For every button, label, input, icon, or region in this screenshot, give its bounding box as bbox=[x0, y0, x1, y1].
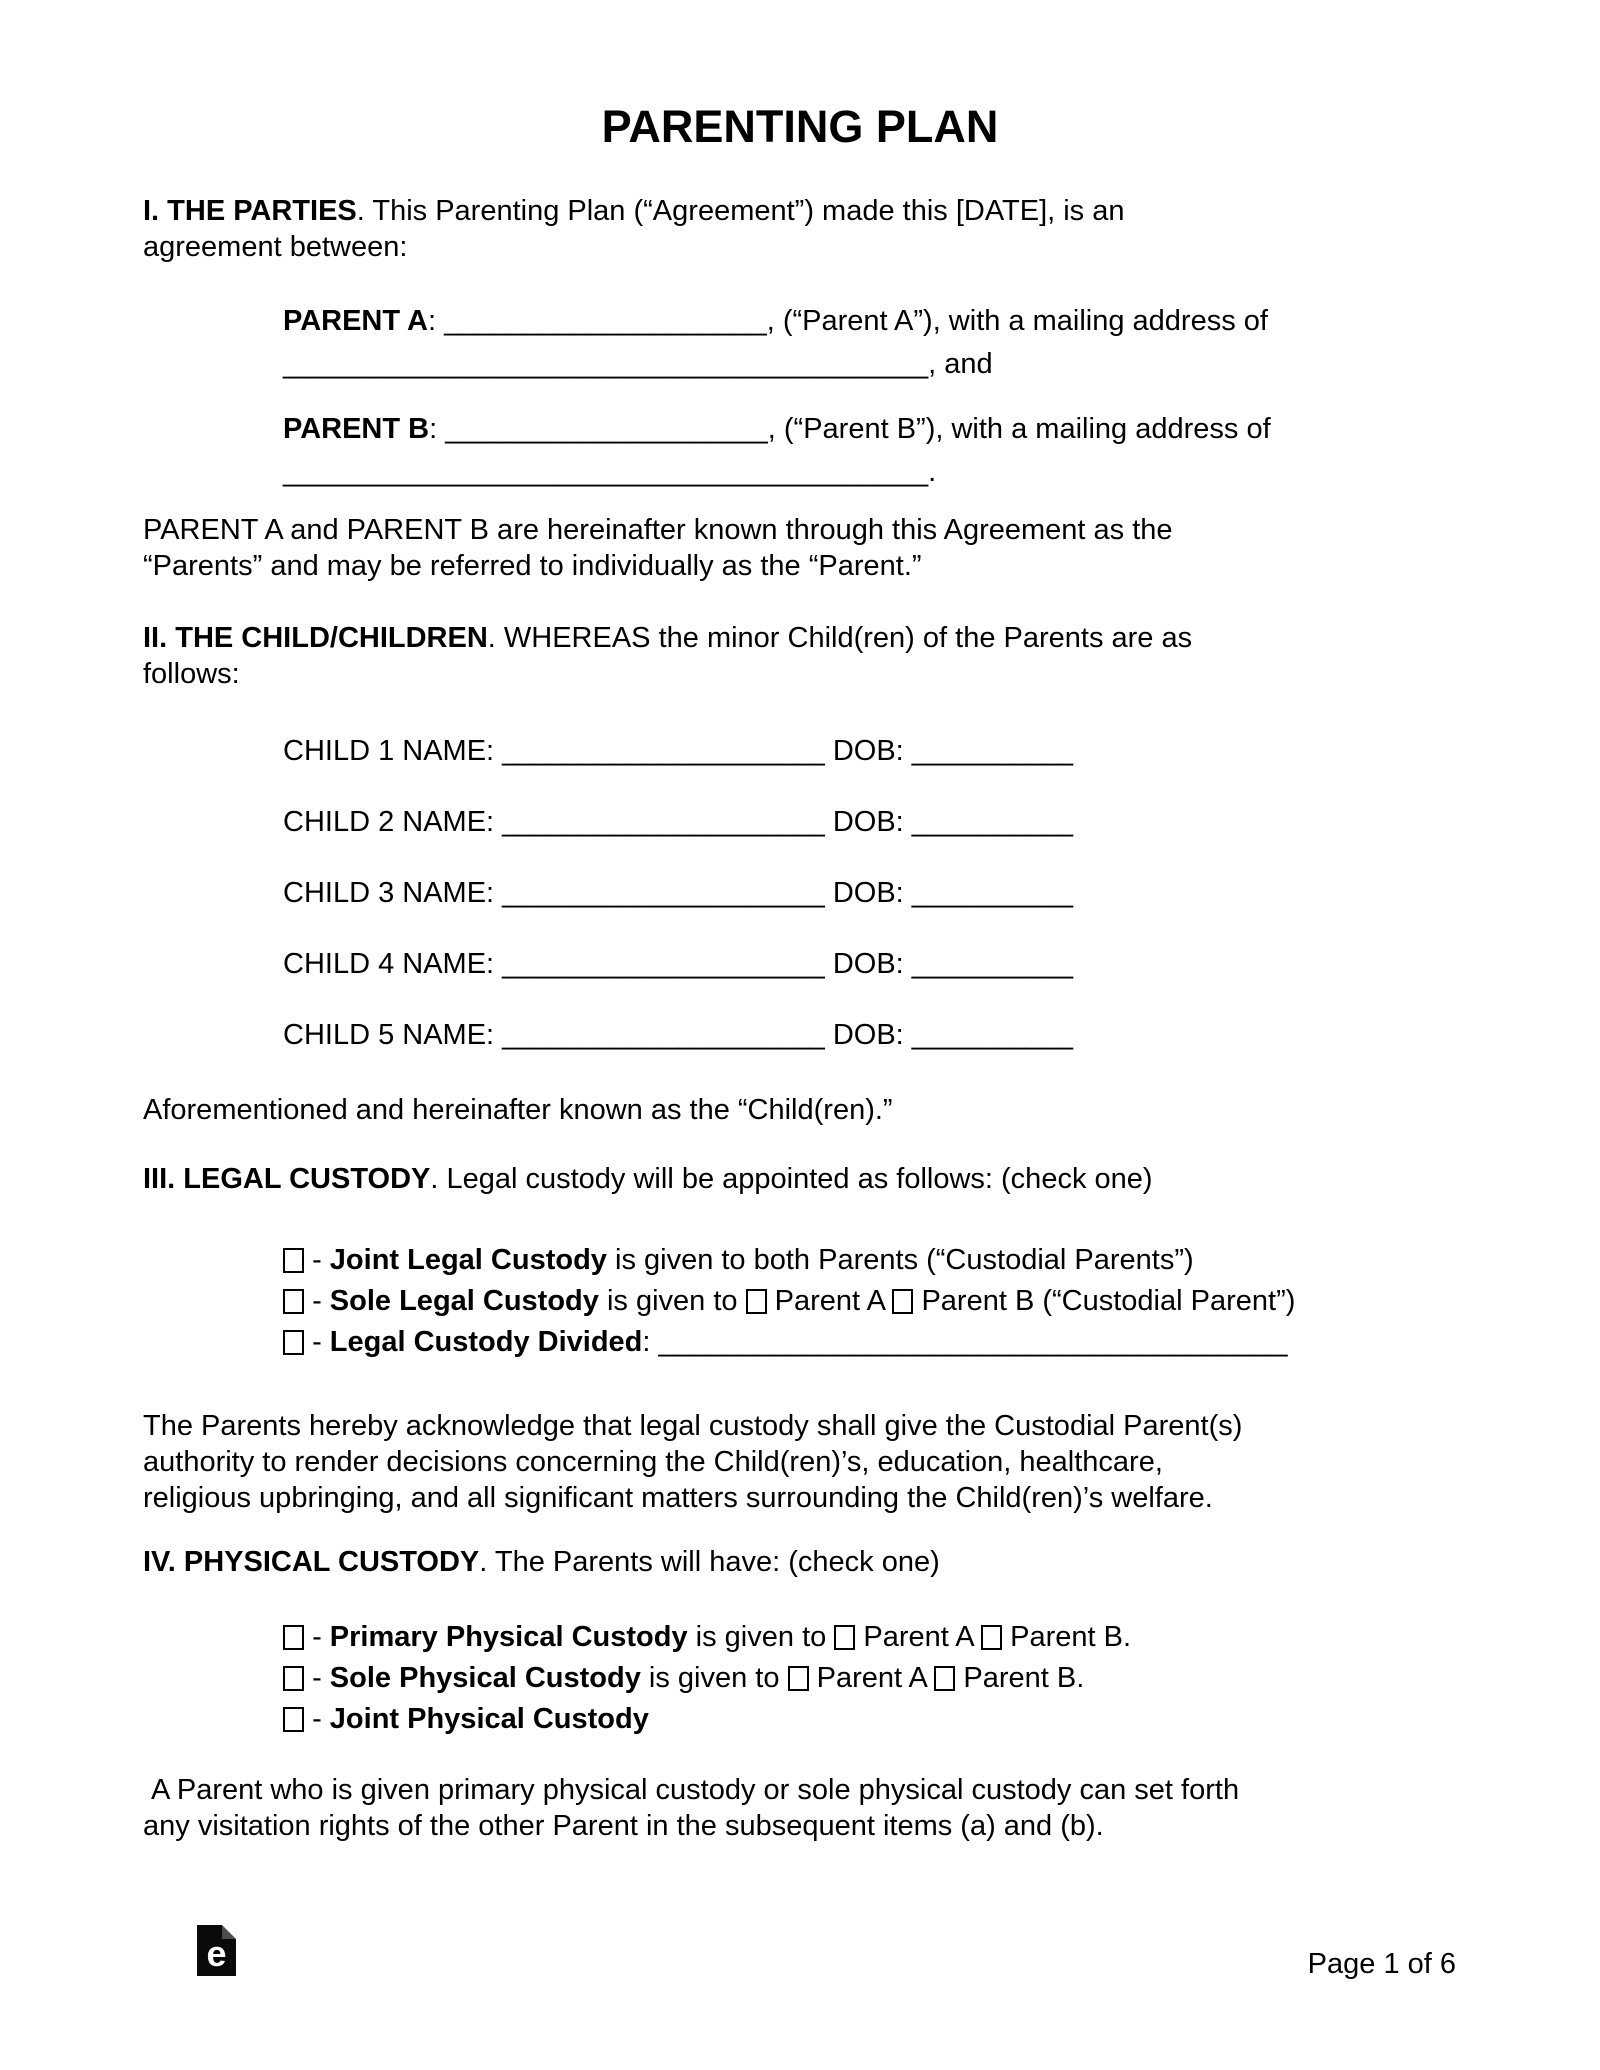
parent-a-name-blank: ____________________ bbox=[444, 305, 767, 337]
primary-physical-custody-label: Primary Physical Custody bbox=[329, 1621, 688, 1653]
parents-note-paragraph bbox=[143, 512, 1457, 584]
sole-legal-parent-a-checkbox[interactable] bbox=[746, 1289, 767, 1314]
sole-physical-parent-a-label: Parent A bbox=[816, 1662, 927, 1694]
physical-note-line1: A Parent who is given primary physical custody or sole physical custody can set forth bbox=[143, 1774, 1240, 1806]
joint-legal-custody-row bbox=[283, 1240, 1457, 1281]
sole-legal-custody-text: is given to bbox=[598, 1285, 738, 1317]
dash-separator: - bbox=[312, 1621, 322, 1653]
parent-a-block bbox=[143, 300, 1457, 386]
child-3-dob-label: DOB: bbox=[832, 877, 904, 909]
eforms-logo-letter: e bbox=[206, 1932, 227, 1974]
child-4-name-blank: ____________________ bbox=[502, 948, 825, 980]
child-2-name-blank: ____________________ bbox=[502, 806, 825, 838]
aforementioned-paragraph bbox=[143, 1092, 1457, 1128]
eforms-logo bbox=[197, 1925, 236, 1976]
child-4-row bbox=[283, 946, 1457, 982]
child-1-dob-blank: __________ bbox=[911, 735, 1074, 767]
parties-text: . This Parenting Plan (“Agreement”) made this [DATE], is an bbox=[356, 195, 1125, 227]
legal-note-line3: religious upbringing, and all significant matters surrounding the Child(ren)’s welfare. bbox=[143, 1482, 1213, 1514]
legal-note-line1: The Parents hereby acknowledge that legal custody shall give the Custodial Parent(s) bbox=[143, 1410, 1243, 1442]
legal-custody-heading: III. LEGAL CUSTODY bbox=[143, 1163, 431, 1195]
legal-custody-divided-checkbox[interactable] bbox=[283, 1330, 304, 1355]
parent-a-text: , (“Parent A”), with a mailing address of bbox=[766, 305, 1268, 337]
sole-physical-custody-row bbox=[283, 1658, 1457, 1699]
parents-note-line2: “Parents” and may be referred to individually as the “Parent.” bbox=[143, 550, 922, 582]
parent-a-colon: : bbox=[428, 305, 445, 337]
child-2-row bbox=[283, 804, 1457, 840]
sole-physical-parent-b-checkbox[interactable] bbox=[934, 1666, 955, 1691]
sole-legal-parent-b-checkbox[interactable] bbox=[892, 1289, 913, 1314]
child-5-dob-label: DOB: bbox=[832, 1019, 904, 1051]
child-1-label: CHILD 1 NAME: bbox=[283, 735, 495, 767]
children-heading: II. THE CHILD/CHILDREN bbox=[143, 622, 488, 654]
child-4-label: CHILD 4 NAME: bbox=[283, 948, 495, 980]
physical-custody-paragraph bbox=[143, 1544, 1457, 1580]
dash-separator: - bbox=[312, 1326, 322, 1358]
primary-physical-custody-row bbox=[283, 1617, 1457, 1658]
parent-b-tail: . bbox=[928, 456, 937, 488]
child-5-name-blank: ____________________ bbox=[502, 1019, 825, 1051]
parties-text-line2: agreement between: bbox=[143, 231, 408, 263]
primary-physical-parent-a-label: Parent A bbox=[863, 1621, 974, 1653]
sole-physical-custody-checkbox[interactable] bbox=[283, 1666, 304, 1691]
child-5-row bbox=[283, 1017, 1457, 1053]
child-3-name-blank: ____________________ bbox=[502, 877, 825, 909]
legal-custody-divided-colon: : bbox=[642, 1326, 651, 1358]
parent-a-address-blank: ________________________________________ bbox=[283, 348, 929, 380]
legal-custody-note-paragraph bbox=[143, 1408, 1457, 1516]
legal-custody-paragraph bbox=[143, 1161, 1457, 1197]
parent-b-text: , (“Parent B”), with a mailing address of bbox=[767, 413, 1271, 445]
sole-legal-custody-label: Sole Legal Custody bbox=[329, 1285, 599, 1317]
child-4-dob-blank: __________ bbox=[911, 948, 1074, 980]
child-3-dob-blank: __________ bbox=[911, 877, 1074, 909]
sole-legal-custody-checkbox[interactable] bbox=[283, 1289, 304, 1314]
physical-custody-text: . The Parents will have: (check one) bbox=[479, 1546, 940, 1578]
parent-b-colon: : bbox=[429, 413, 446, 445]
dash-separator: - bbox=[312, 1244, 322, 1276]
child-5-label: CHILD 5 NAME: bbox=[283, 1019, 495, 1051]
children-intro-paragraph bbox=[143, 620, 1457, 692]
parent-a-label: PARENT A bbox=[283, 305, 428, 337]
page-title: PARENTING PLAN bbox=[601, 101, 999, 152]
children-intro-text: . WHEREAS the minor Child(ren) of the Parents are as bbox=[487, 622, 1193, 654]
child-5-dob-blank: __________ bbox=[911, 1019, 1074, 1051]
parent-b-block bbox=[143, 408, 1457, 494]
joint-physical-custody-checkbox[interactable] bbox=[283, 1707, 304, 1732]
sole-physical-parent-a-checkbox[interactable] bbox=[788, 1666, 809, 1691]
joint-legal-custody-text: is given to both Parents (“Custodial Parents”) bbox=[606, 1244, 1194, 1276]
physical-custody-note-paragraph bbox=[143, 1772, 1457, 1844]
page-number: Page 1 of 6 bbox=[1307, 1948, 1456, 1980]
child-4-dob-label: DOB: bbox=[832, 948, 904, 980]
parents-note-line1: PARENT A and PARENT B are hereinafter known through this Agreement as the bbox=[143, 514, 1173, 546]
children-list bbox=[143, 733, 1457, 1053]
primary-physical-custody-text: is given to bbox=[687, 1621, 827, 1653]
sole-physical-parent-b-label: Parent B. bbox=[963, 1662, 1085, 1694]
legal-custody-divided-row bbox=[283, 1322, 1457, 1363]
parent-b-address-blank: ________________________________________ bbox=[283, 456, 929, 488]
physical-custody-options bbox=[143, 1617, 1457, 1740]
joint-physical-custody-row bbox=[283, 1699, 1457, 1740]
legal-custody-divided-label: Legal Custody Divided bbox=[329, 1326, 643, 1358]
parent-b-label: PARENT B bbox=[283, 413, 430, 445]
parties-heading: I. THE PARTIES bbox=[143, 195, 357, 227]
joint-legal-custody-label: Joint Legal Custody bbox=[329, 1244, 607, 1276]
parties-paragraph bbox=[143, 193, 1457, 265]
aforementioned-text: Aforementioned and hereinafter known as the “Child(ren).” bbox=[143, 1094, 893, 1126]
children-intro-line2: follows: bbox=[143, 658, 240, 690]
child-1-row bbox=[283, 733, 1457, 769]
child-3-row bbox=[283, 875, 1457, 911]
sole-legal-parent-b-label: Parent B (“Custodial Parent”) bbox=[921, 1285, 1296, 1317]
parent-a-tail: , and bbox=[928, 348, 993, 380]
child-1-name-blank: ____________________ bbox=[502, 735, 825, 767]
sole-physical-custody-text: is given to bbox=[640, 1662, 780, 1694]
legal-custody-options bbox=[143, 1240, 1457, 1363]
joint-legal-custody-checkbox[interactable] bbox=[283, 1248, 304, 1273]
legal-custody-text: . Legal custody will be appointed as follows: (check one) bbox=[430, 1163, 1153, 1195]
dash-separator: - bbox=[312, 1285, 322, 1317]
dash-separator: - bbox=[312, 1662, 322, 1694]
child-3-label: CHILD 3 NAME: bbox=[283, 877, 495, 909]
child-1-dob-label: DOB: bbox=[832, 735, 904, 767]
child-2-label: CHILD 2 NAME: bbox=[283, 806, 495, 838]
sole-legal-parent-a-label: Parent A bbox=[774, 1285, 885, 1317]
child-2-dob-blank: __________ bbox=[911, 806, 1074, 838]
physical-custody-heading: IV. PHYSICAL CUSTODY bbox=[143, 1546, 480, 1578]
joint-physical-custody-label: Joint Physical Custody bbox=[329, 1703, 649, 1735]
dash-separator: - bbox=[312, 1703, 322, 1735]
parent-b-name-blank: ____________________ bbox=[445, 413, 768, 445]
physical-note-line2: any visitation rights of the other Parent in the subsequent items (a) and (b). bbox=[143, 1810, 1104, 1842]
primary-physical-parent-b-label: Parent B. bbox=[1010, 1621, 1132, 1653]
primary-physical-custody-checkbox[interactable] bbox=[283, 1625, 304, 1650]
sole-physical-custody-label: Sole Physical Custody bbox=[329, 1662, 641, 1694]
legal-custody-divided-blank: _______________________________________ bbox=[658, 1326, 1288, 1358]
child-2-dob-label: DOB: bbox=[832, 806, 904, 838]
primary-physical-parent-a-checkbox[interactable] bbox=[834, 1625, 855, 1650]
primary-physical-parent-b-checkbox[interactable] bbox=[981, 1625, 1002, 1650]
legal-note-line2: authority to render decisions concerning the Child(ren)’s, education, healthcare, bbox=[143, 1446, 1163, 1478]
sole-legal-custody-row bbox=[283, 1281, 1457, 1322]
